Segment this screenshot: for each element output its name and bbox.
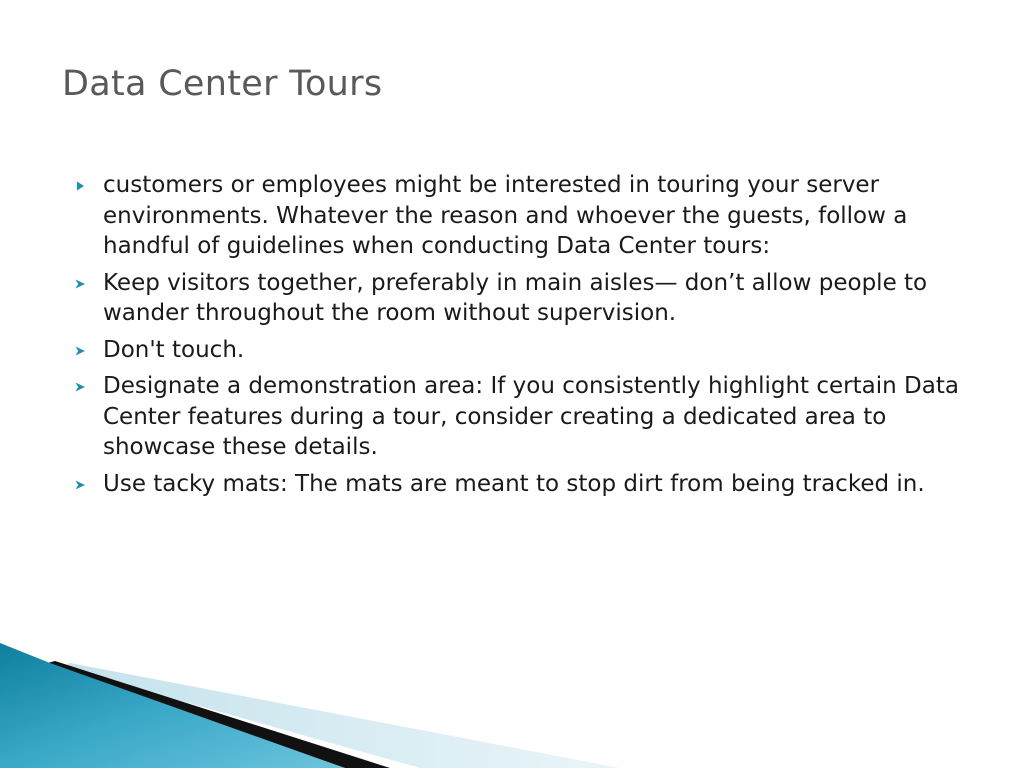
slide-title: Data Center Tours [62, 64, 383, 104]
bullet-item [72, 371, 972, 463]
corner-swoosh-decoration [0, 643, 620, 768]
bullet-list [72, 170, 972, 505]
bullet-item [72, 170, 972, 262]
bullet-text: Designate a demonstration area: If you consistently highlight certain Data Center features during a tour, consider creating a dedicated area to showcase these details. [103, 373, 959, 460]
bullet-item [72, 335, 972, 366]
arrowhead-bullet-icon [74, 345, 86, 357]
arrowhead-bullet-icon [74, 479, 86, 491]
triangle-bullet-icon [74, 180, 86, 192]
arrowhead-bullet-icon [74, 381, 86, 393]
arrowhead-bullet-icon [74, 278, 86, 290]
bullet-text: Don't touch. [103, 336, 245, 363]
bullet-text: Use tacky mats: The mats are meant to stop dirt from being tracked in. [103, 470, 925, 497]
bullet-item [72, 268, 972, 329]
bullet-item [72, 469, 972, 500]
bullet-text: customers or employees might be interested in touring your server environments. Whatever the reason and whoever the guests, follow a handful of guidelines when conducting Data Center tours: [103, 172, 908, 259]
bullet-text: Keep visitors together, preferably in main aisles— don’t allow people to wander throughout the room without supervision. [103, 269, 928, 326]
